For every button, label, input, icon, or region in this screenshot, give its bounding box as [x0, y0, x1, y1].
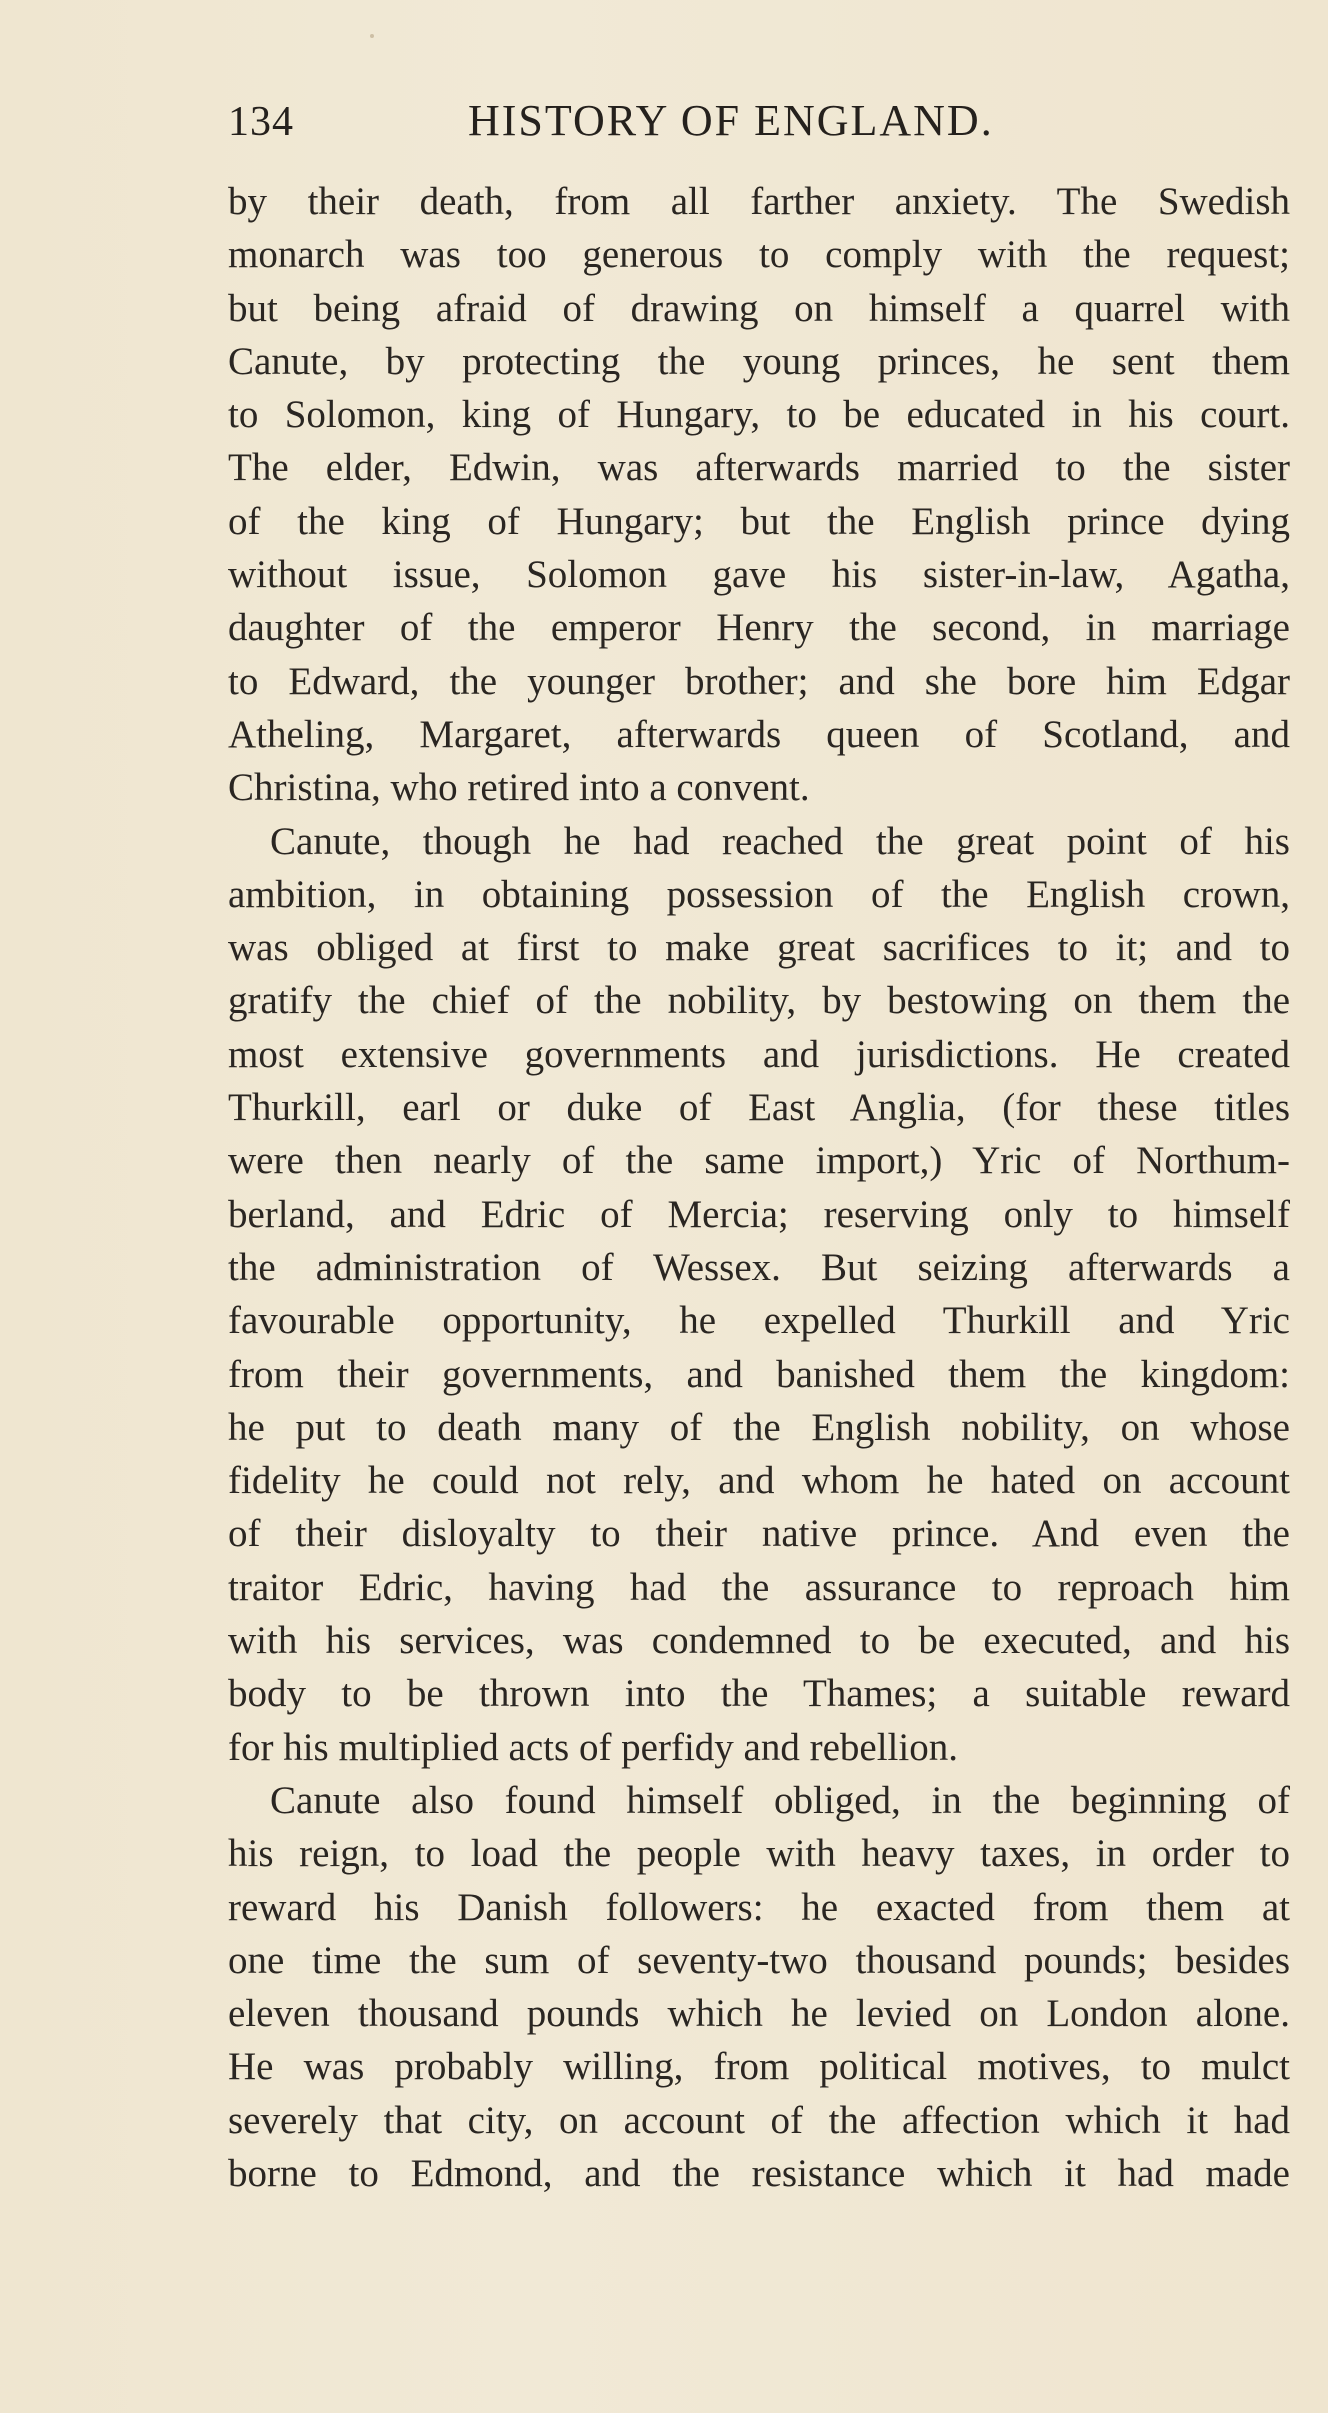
text-line: severely that city, on account of the affection which it had [228, 2098, 1290, 2142]
text-line: Christina, who retired into a convent. [228, 766, 810, 810]
text-line: of their disloyalty to their native prince. And even the [228, 1512, 1290, 1556]
text-line: gratify the chief of the nobility, by bestowing on them the [228, 979, 1290, 1023]
text-line: to Solomon, king of Hungary, to be educated in his court. [228, 393, 1290, 437]
text-line: but being afraid of drawing on himself a quarrel with [228, 286, 1290, 330]
paragraph [228, 1774, 1290, 2200]
text-line: ambition, in obtaining possession of the English crown, [228, 872, 1290, 916]
text-line: berland, and Edric of Mercia; reserving only to himself [228, 1192, 1290, 1236]
text-line: fidelity he could not rely, and whom he hated on account [228, 1459, 1290, 1503]
text-line: Canute, though he had reached the great point of his [270, 819, 1290, 863]
text-line: with his services, was condemned to be executed, and his [228, 1619, 1290, 1663]
text-line: favourable opportunity, he expelled Thurkill and Yric [228, 1299, 1290, 1343]
text-line: Canute also found himself obliged, in the beginning of [270, 1778, 1290, 1822]
paper-speck [370, 34, 374, 38]
text-line: for his multiplied acts of perfidy and rebellion. [228, 1725, 958, 1769]
text-line: monarch was too generous to comply with the request; [228, 233, 1290, 277]
text-line: eleven thousand pounds which he levied on London alone. [228, 1992, 1290, 2036]
text-line: most extensive governments and jurisdictions. He created [228, 1032, 1290, 1076]
body-text [228, 175, 1290, 2200]
text-line: were then nearly of the same import,) Yric of Northum- [228, 1139, 1290, 1183]
text-line: Atheling, Margaret, afterwards queen of Scotland, and [228, 712, 1290, 756]
paragraph [228, 815, 1290, 1774]
paragraph [228, 175, 1290, 815]
text-line: He was probably willing, from political motives, to mulct [228, 2045, 1290, 2089]
text-line: reward his Danish followers: he exacted from them at [228, 1885, 1290, 1929]
text-line: without issue, Solomon gave his sister-in-law, Agatha, [228, 553, 1290, 597]
text-line: body to be thrown into the Thames; a suitable reward [228, 1672, 1290, 1716]
text-line: one time the sum of seventy-two thousand pounds; besides [228, 1938, 1290, 1982]
text-line: of the king of Hungary; but the English prince dying [228, 499, 1290, 543]
text-line: from their governments, and banished them the kingdom: [228, 1352, 1290, 1396]
running-title: HISTORY OF ENGLAND. [468, 96, 994, 145]
text-line: to Edward, the younger brother; and she bore him Edgar [228, 659, 1290, 703]
text-line: Canute, by protecting the young princes, he sent them [228, 339, 1290, 383]
text-line: he put to death many of the English nobility, on whose [228, 1405, 1290, 1449]
text-line: was obliged at first to make great sacrifices to it; and to [228, 926, 1290, 970]
text-line: by their death, from all farther anxiety. The Swedish [228, 180, 1290, 223]
text-line: traitor Edric, having had the assurance to reproach him [228, 1565, 1290, 1609]
text-line: the administration of Wessex. But seizing afterwards a [228, 1245, 1290, 1289]
text-line: borne to Edmond, and the resistance which it had made [228, 2151, 1290, 2195]
text-block [228, 95, 1290, 2200]
page-number: 134 [228, 99, 294, 145]
text-line: The elder, Edwin, was afterwards married to the sister [228, 446, 1290, 490]
text-line: daughter of the emperor Henry the second, in marriage [228, 606, 1290, 650]
text-line: his reign, to load the people with heavy taxes, in order to [228, 1832, 1290, 1876]
text-line: Thurkill, earl or duke of East Anglia, (for these titles [228, 1086, 1290, 1130]
running-head [228, 95, 1290, 175]
